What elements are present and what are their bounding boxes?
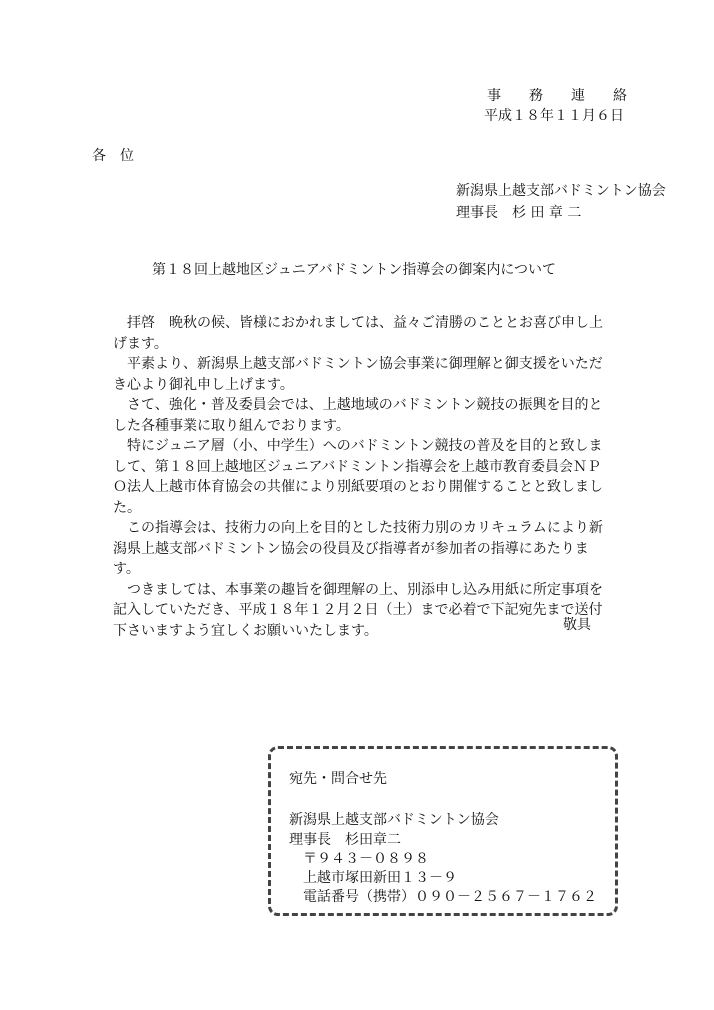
contact-box [268, 746, 618, 916]
addressee: 各 位 [92, 148, 134, 164]
body-paragraph: 拝啓 晩秋の候、皆様におかれましては、益々ご清勝のこととお喜び申し上げます。 [113, 315, 603, 352]
body-paragraph: つきましては、本事業の趣旨を御理解の上、別添申し込み用紙に所定事項を記入していただき、平成１８年１２月２日（土）まで必着で下記宛先まで送付下さいますよう宜しくお願いいたします。 [113, 581, 603, 639]
body-paragraph: この指導会は、技術力の向上を目的とした技術力別のカリキュラムにより新潟県上越支部バドミントン協会の役員及び指導者が参加者の指導にあたります。 [113, 520, 603, 577]
contact-title: 宛先・問合せ先 [289, 771, 387, 787]
letter-body [113, 313, 610, 641]
body-paragraph: 平素より、新潟県上越支部バドミントン協会事業に御理解と御支援をいただき心より御礼申し上げます。 [113, 356, 603, 393]
closing-remark: 敬具 [563, 617, 591, 633]
contact-organization: 新潟県上越支部バドミントン協会 [289, 812, 499, 828]
subject-title: 第１８回上越地区ジュニアバドミントン指導会の御案内について [152, 262, 557, 278]
sender-chairman: 理事長 杉 田 章 二 [456, 205, 582, 221]
document-type-label: 事務連絡 [487, 88, 655, 104]
body-paragraph: さて、強化・普及委員会では、上越地域のバドミントン競技の振興を目的とした各種事業に取り組んでおります。 [113, 397, 603, 434]
contact-address: 上越市塚田新田１３－９ [303, 870, 457, 886]
document-date: 平成１８年１１月６日 [484, 108, 624, 124]
sender-organization: 新潟県上越支部バドミントン協会 [456, 183, 666, 199]
contact-postal-code: 〒９４３－０８９８ [303, 851, 429, 867]
contact-chairman: 理事長 杉田章二 [289, 832, 401, 848]
body-paragraph: 特にジュニア層（小、中学生）へのバドミントン競技の普及を目的と致しまして、第１８回上越地区ジュニアバドミントン指導会を上越市教育委員会ＮＰＯ法人上越市体育協会の共催により別紙要項のとおり開催することと致しました。 [113, 438, 603, 516]
contact-phone: 電話番号（携帯）０９０－２５６７－１７６２ [303, 889, 597, 905]
